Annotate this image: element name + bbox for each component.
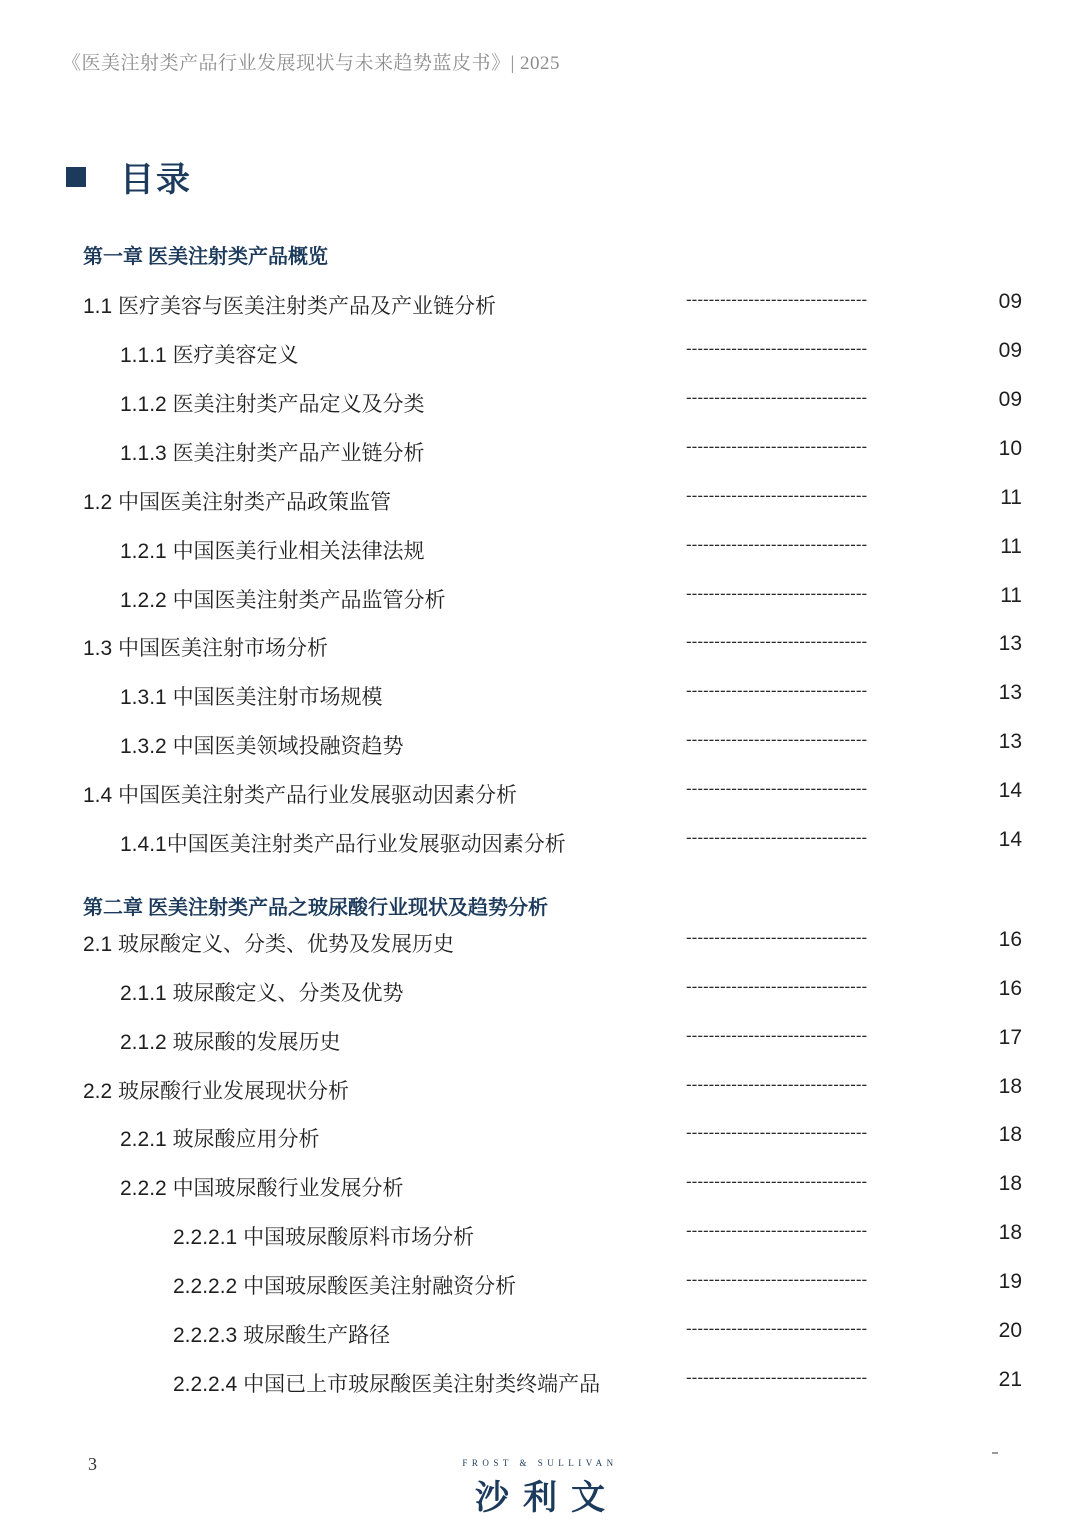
toc-leader-dots: -------------------------------- [686,1172,868,1191]
toc-entry-label: 2.2.2.3 玻尿酸生产路径 [173,1324,391,1347]
toc-entry-label: 1.1.2 医美注射类产品定义及分类 [120,393,425,416]
toc-entry[interactable] [0,779,1080,809]
toc-leader-dots: -------------------------------- [686,681,868,700]
toc-entry[interactable] [0,681,1080,711]
toc-page-number: 20 [998,1319,1022,1342]
chapter-title: 第一章 医美注射类产品概览 [83,246,328,268]
toc-page-number: 13 [998,730,1022,753]
toc-page-number: 16 [998,928,1022,951]
toc-heading [66,152,192,201]
toc-entry[interactable] [0,339,1080,369]
toc-entry-label: 2.2.2.1 中国玻尿酸原料市场分析 [173,1226,475,1249]
toc-entry-label: 1.1.3 医美注射类产品产业链分析 [120,442,425,465]
toc-entry-label: 2.1.2 玻尿酸的发展历史 [120,1031,341,1054]
toc-page-number: 18 [998,1221,1022,1244]
toc-entry[interactable] [0,584,1080,614]
toc-entry-label: 2.2.2 中国玻尿酸行业发展分析 [120,1177,404,1200]
toc-entry[interactable] [0,1270,1080,1300]
page-number: 3 [88,1454,97,1474]
toc-page-number: 11 [1000,584,1022,607]
toc-entry-label: 1.2.2 中国医美注射类产品监管分析 [120,589,446,612]
toc-page-number: 13 [998,632,1022,655]
heading-square-icon [66,167,86,187]
toc-page-number: 18 [998,1075,1022,1098]
logo-chinese-text: 沙利文 [475,1478,619,1518]
toc-leader-dots: -------------------------------- [686,388,868,407]
toc-entry-label: 2.2.2.2 中国玻尿酸医美注射融资分析 [173,1275,517,1298]
toc-leader-dots: -------------------------------- [686,779,868,798]
toc-entry[interactable] [0,1172,1080,1202]
toc-entry[interactable] [0,632,1080,662]
toc-entry[interactable] [0,828,1080,858]
toc-entry-label: 1.2.1 中国医美行业相关法律法规 [120,540,425,563]
toc-leader-dots: -------------------------------- [686,1368,868,1387]
toc-page-number: 16 [998,977,1022,1000]
toc-page-number: 14 [998,828,1022,851]
toc-entry[interactable] [0,1319,1080,1349]
toc-leader-dots: -------------------------------- [686,1026,868,1045]
toc-leader-dots: -------------------------------- [686,828,868,847]
toc-entry[interactable] [0,1123,1080,1153]
toc-page-number: 09 [998,339,1022,362]
toc-page-number: 13 [998,681,1022,704]
toc-leader-dots: -------------------------------- [686,339,868,358]
toc-leader-dots: -------------------------------- [686,977,868,996]
toc-entry[interactable] [0,486,1080,516]
toc-page-number: 11 [1000,535,1022,558]
toc-entry-label: 2.1.1 玻尿酸定义、分类及优势 [120,982,404,1005]
toc-page-number: 11 [1000,486,1022,509]
toc-entry[interactable] [0,290,1080,320]
toc-leader-dots: -------------------------------- [686,1075,868,1094]
toc-entry-label: 2.2 玻尿酸行业发展现状分析 [83,1080,350,1103]
toc-leader-dots: -------------------------------- [686,290,868,309]
toc-leader-dots: -------------------------------- [686,535,868,554]
toc-page-number: 14 [998,779,1022,802]
toc-entry-label: 1.3.2 中国医美领域投融资趋势 [120,735,404,758]
toc-entry-label: 1.1.1 医疗美容定义 [120,344,299,367]
toc-entry-label: 1.3 中国医美注射市场分析 [83,637,329,660]
toc-page-number: 18 [998,1172,1022,1195]
toc-entry[interactable] [0,1221,1080,1251]
toc-page-number: 09 [998,290,1022,313]
toc-leader-dots: -------------------------------- [686,486,868,505]
toc-leader-dots: -------------------------------- [686,1221,868,1240]
toc-page-number: 10 [998,437,1022,460]
toc-page-number: 19 [998,1270,1022,1293]
toc-leader-dots: -------------------------------- [686,632,868,651]
toc-leader-dots: -------------------------------- [686,1123,868,1142]
toc-leader-dots: -------------------------------- [686,1319,868,1338]
toc-entry[interactable] [0,730,1080,760]
corner-mark [992,1452,998,1454]
toc-entry[interactable] [0,1026,1080,1056]
toc-entry-label: 1.2 中国医美注射类产品政策监管 [83,491,392,514]
frost-sullivan-logo [455,1458,625,1519]
chapter-title: 第二章 医美注射类产品之玻尿酸行业现状及趋势分析 [83,897,548,919]
toc-page-number: 09 [998,388,1022,411]
toc-entry-label: 1.3.1 中国医美注射市场规模 [120,686,383,709]
toc-entry[interactable] [0,535,1080,565]
toc-entry-label: 2.1 玻尿酸定义、分类、优势及发展历史 [83,933,455,956]
toc-leader-dots: -------------------------------- [686,928,868,947]
toc-entry-label: 1.4 中国医美注射类产品行业发展驱动因素分析 [83,784,518,807]
toc-entry[interactable] [0,977,1080,1007]
toc-entry-label: 2.2.2.4 中国已上市玻尿酸医美注射类终端产品 [173,1373,601,1396]
toc-leader-dots: -------------------------------- [686,584,868,603]
toc-entry-label: 2.2.1 玻尿酸应用分析 [120,1128,320,1151]
toc-leader-dots: -------------------------------- [686,437,868,456]
toc-page-number: 18 [998,1123,1022,1146]
logo-english-text: FROST & SULLIVAN [462,1458,618,1468]
document-header: 《医美注射类产品行业发展现状与未来趋势蓝皮书》| 2025 [62,53,561,74]
toc-page-number: 21 [998,1368,1022,1391]
toc-leader-dots: -------------------------------- [686,1270,868,1289]
toc-leader-dots: -------------------------------- [686,730,868,749]
toc-entry[interactable] [0,388,1080,418]
toc-page-number: 17 [998,1026,1022,1049]
toc-entry[interactable] [0,437,1080,467]
toc-entry[interactable] [0,1075,1080,1105]
toc-title: 目录 [120,162,192,199]
toc-entry[interactable] [0,928,1080,958]
toc-entry[interactable] [0,1368,1080,1398]
toc-entry-label: 1.1 医疗美容与医美注射类产品及产业链分析 [83,295,497,318]
toc-entry-label: 1.4.1中国医美注射类产品行业发展驱动因素分析 [120,833,566,856]
